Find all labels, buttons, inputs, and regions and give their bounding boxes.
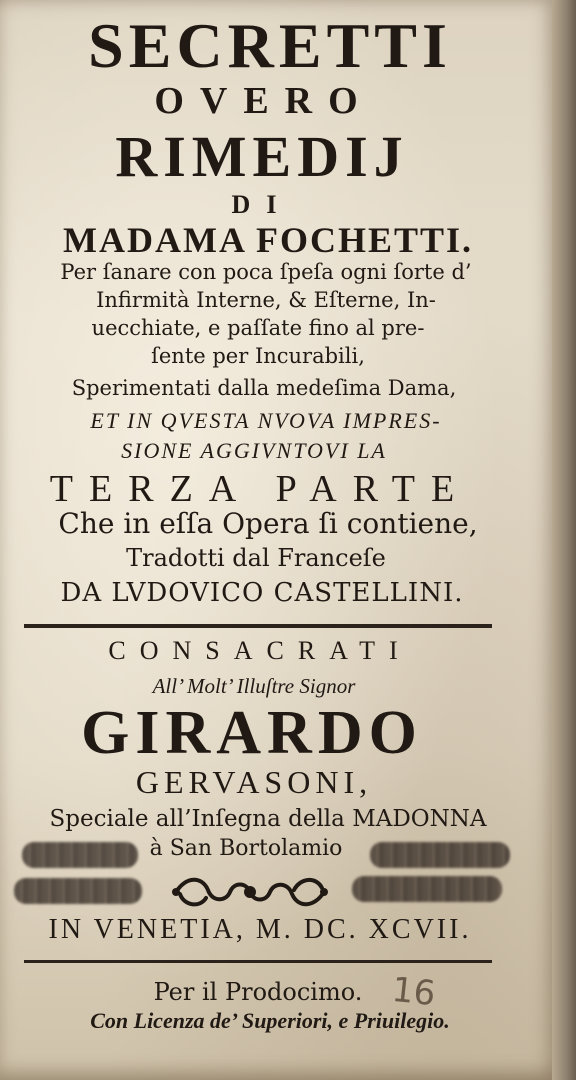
translator-line: DA LVDOVICO CASTELLINI. xyxy=(60,578,464,608)
ink-blot xyxy=(370,842,510,868)
printer-ornament xyxy=(166,872,334,912)
title-secretti: SECRETTI xyxy=(88,10,452,81)
dedicatee-surname: GERVASONI, xyxy=(135,764,373,800)
title-overo: OVERO xyxy=(154,80,374,122)
ink-blot xyxy=(14,878,142,904)
book-edge xyxy=(552,0,576,1080)
description-line-5: Sperimentati dalla medeſima Dama, xyxy=(71,376,457,400)
description-line-3: uecchiate, e paſſate fino al pre- xyxy=(91,316,425,340)
contains-line: Che in eſſa Opera ſi contiene, xyxy=(58,507,478,540)
printer-line: Per il Prodocimo. xyxy=(153,978,363,1006)
shop-sign-line-2: à San Bortolamio xyxy=(149,836,343,861)
title-di: DI xyxy=(231,190,293,219)
title-madama-fochetti: MADAMA FOCHETTI. xyxy=(63,220,473,260)
shop-sign-line-1: Speciale all’Inſegna della MADONNA xyxy=(49,806,487,832)
description-line-1: Per ſanare con poca ſpeſa ogni ſorte d’ xyxy=(60,260,472,284)
dedicatee-name: GIRARDO xyxy=(81,699,423,767)
ink-blot xyxy=(352,876,502,902)
imprint-place-date: IN VENETIA, M. DC. XCVII. xyxy=(48,914,472,945)
divider-rule-2 xyxy=(24,960,492,963)
dedication-line: All’ Molt’ Illuſtre Signor xyxy=(152,674,356,698)
divider-rule xyxy=(24,624,492,628)
description-line-7: SIONE AGGIVNTOVI LA xyxy=(121,438,387,463)
license-line: Con Licenza de’ Superiori, e Priuilegio. xyxy=(90,1008,450,1033)
description-line-4: ſente per Incurabili, xyxy=(151,344,365,368)
handwritten-number: 16 xyxy=(390,969,438,1015)
consacrati: CONSACRATI xyxy=(108,636,412,665)
title-rimedij: RIMEDIJ xyxy=(115,124,409,189)
description-line-6: ET IN QVESTA NVOVA IMPRES- xyxy=(90,408,442,433)
ink-blot xyxy=(22,842,138,868)
terza-parte: TERZA PARTE xyxy=(49,468,471,510)
description-line-2: Infirmità Interne, & Eſterne, In- xyxy=(96,288,436,312)
translated-line: Tradotti dal Franceſe xyxy=(126,544,386,572)
